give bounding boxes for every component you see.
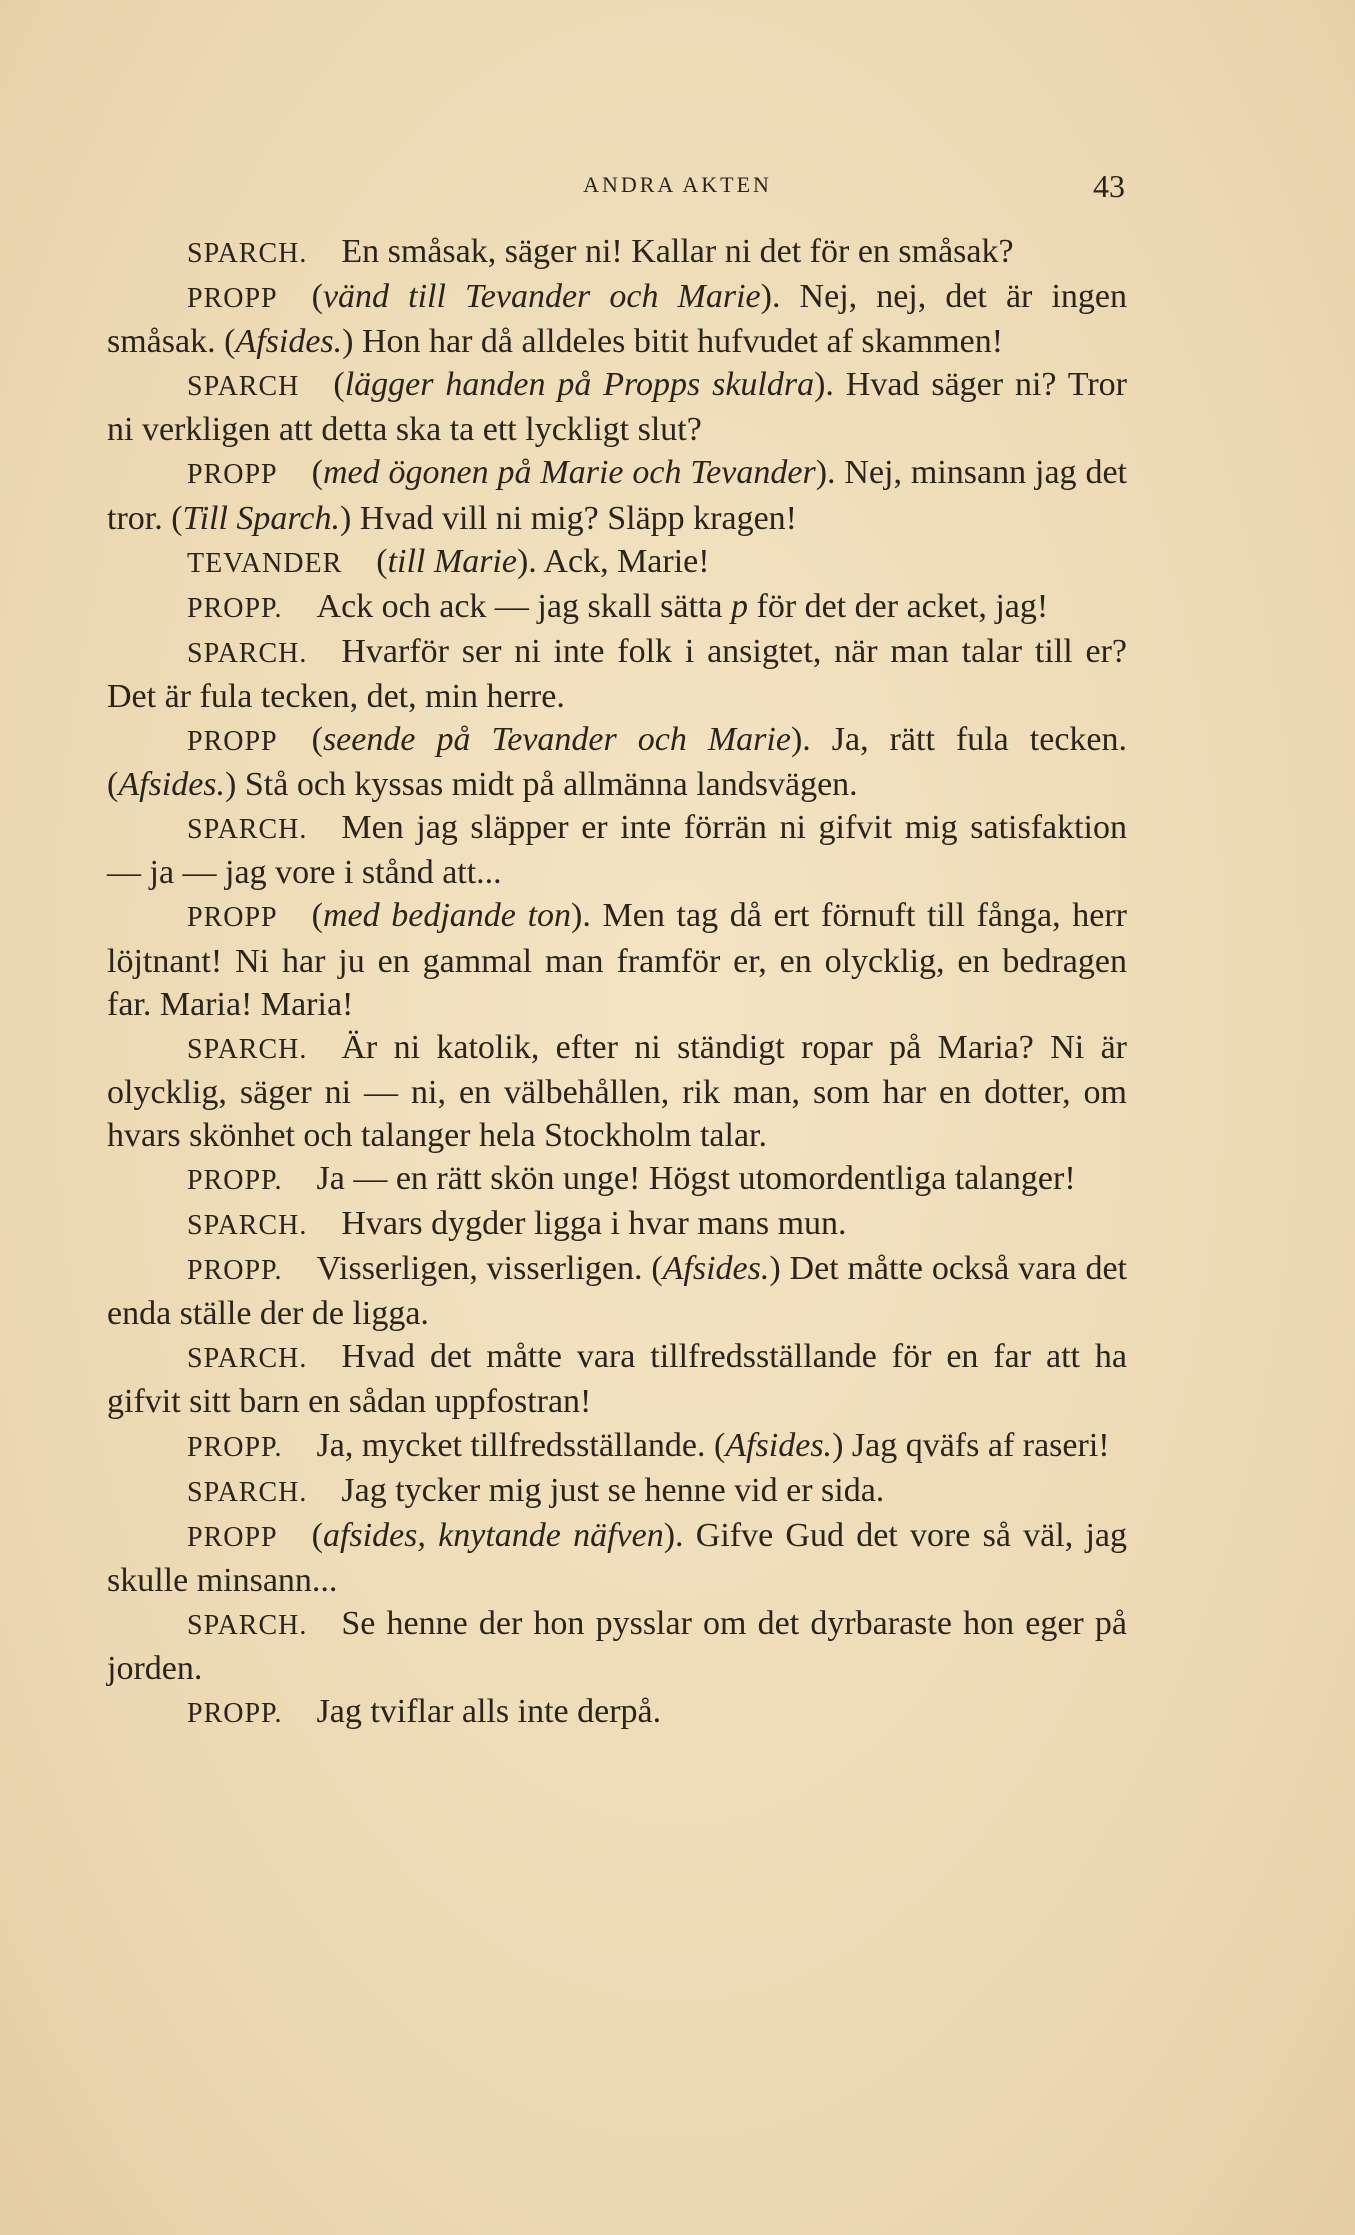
dialogue-text: Se henne der hon pysslar om det dyrbaraste hon eger på jorden. [107, 1604, 1127, 1687]
dialogue-text: ). Hvad säger ni? Tror ni verkligen att detta ska ta ett lyckligt slut? [107, 366, 1127, 449]
dialogue-text: Visserligen, visserligen. ( [316, 1250, 663, 1288]
speech-paragraph [107, 1026, 1127, 1157]
stage-direction: till Marie [387, 542, 517, 580]
dialogue-text: Ja — en rätt skön unge! Högst utomordentliga talanger! [316, 1159, 1076, 1197]
speech-paragraph [107, 1514, 1127, 1602]
stage-direction: vänd till Tevander och Marie [322, 278, 761, 316]
speaker-name: PROPP. [187, 1698, 283, 1730]
speaker-name: PROPP [187, 726, 278, 758]
dialogue-text: ( [311, 1516, 323, 1554]
dialogue-text: Ack och ack — jag skall sätta [316, 587, 731, 625]
dialogue-text: ) Hvad vill ni mig? Släpp kragen! [339, 499, 797, 537]
speech-paragraph [107, 806, 1127, 894]
speech-paragraph [107, 363, 1127, 451]
stage-direction: lägger handen på Propps skuldra [344, 366, 815, 404]
speech-paragraph [107, 1469, 1127, 1514]
dialogue-text: Hvars dygder ligga i hvar mans mun. [341, 1205, 847, 1243]
speech-paragraph [107, 1247, 1127, 1335]
stage-direction: afsides, knytande näfven [322, 1516, 664, 1554]
speaker-name: PROPP. [187, 592, 283, 624]
speaker-name: SPARCH. [187, 238, 308, 269]
speech-paragraph [107, 1335, 1127, 1423]
page-number: 43 [1093, 168, 1125, 204]
speech-paragraph [107, 1602, 1127, 1690]
page-header [0, 168, 1355, 208]
dialogue-text: ). Ja, rätt fula tecken. ( [107, 721, 1127, 804]
dialogue-text: ( [311, 721, 323, 759]
dialogue-text: ). Nej, minsann jag det tror. ( [107, 454, 1128, 537]
dialogue-text: Men jag släpper er inte förrän ni gifvit mig satisfaktion — ja — jag vore i stånd att... [107, 809, 1127, 892]
play-text [107, 230, 1127, 1735]
stage-direction: Till Sparch. [182, 499, 340, 537]
speech-paragraph [107, 540, 1127, 585]
speech-paragraph [107, 630, 1127, 718]
speaker-name: PROPP [187, 459, 278, 491]
dialogue-text: ( [376, 542, 388, 580]
dialogue-text: ) Jag qväfs af raseri! [832, 1426, 1110, 1464]
speech-paragraph [107, 1157, 1127, 1202]
speaker-name: SPARCH. [187, 1033, 308, 1065]
dialogue-text: ) Hon har då alldeles bitit hufvudet af skammen! [342, 323, 1004, 361]
speech-paragraph [107, 275, 1127, 363]
dialogue-text: för det der acket, jag! [748, 587, 1049, 625]
speaker-name: SPARCH [187, 371, 300, 403]
dialogue-text: ( [311, 454, 323, 492]
speech-paragraph [107, 1202, 1127, 1247]
dialogue-text: ). Gifve Gud det vore så väl, jag skulle minsann... [107, 1516, 1127, 1599]
stage-direction: p [731, 587, 748, 625]
speech-paragraph [107, 718, 1127, 806]
speaker-name: SPARCH. [187, 1343, 308, 1375]
speaker-name: PROPP. [187, 1255, 283, 1287]
dialogue-text: Jag tycker mig just se henne vid er sida. [341, 1471, 885, 1509]
stage-direction: Afsides. [725, 1426, 833, 1464]
speaker-name: SPARCH. [187, 1476, 308, 1508]
dialogue-text: En småsak, säger ni! Kallar ni det för en småsak? [341, 233, 1014, 270]
speech-paragraph [107, 585, 1127, 630]
stage-direction: Afsides. [662, 1250, 770, 1288]
dialogue-text: Hvarför ser ni inte folk i ansigtet, när man talar till er? Det är fula tecken, det, min herre. [107, 632, 1127, 715]
stage-direction: seende på Tevander och Marie [322, 721, 791, 759]
dialogue-text: ( [311, 278, 323, 316]
speech-paragraph [107, 451, 1127, 539]
speech-paragraph [107, 1424, 1127, 1469]
dialogue-text: ( [311, 897, 323, 935]
speaker-name: PROPP. [187, 1164, 283, 1196]
dialogue-text: ( [333, 366, 345, 404]
speech-paragraph [107, 894, 1127, 1025]
stage-direction: med ögonen på Marie och Tevander [322, 454, 816, 492]
running-head: ANDRA AKTEN [583, 172, 772, 197]
stage-direction: Afsides. [235, 323, 343, 361]
speaker-name: TEVANDER [187, 547, 343, 579]
dialogue-text: ). Men tag då ert förnuft till fånga, herr löjtnant! Ni har ju en gammal man framför er, en olycklig, en bedragen far. Maria! Maria! [107, 897, 1128, 1023]
speaker-name: SPARCH. [187, 814, 308, 846]
speaker-name: PROPP. [187, 1431, 283, 1463]
dialogue-text: ) Stå och kyssas midt på allmänna landsvägen. [225, 766, 858, 804]
dialogue-text: ) Det måtte också vara det enda ställe der de ligga. [107, 1250, 1127, 1333]
speaker-name: SPARCH. [187, 1609, 308, 1641]
speaker-name: PROPP [187, 902, 278, 934]
speech-paragraph [107, 1690, 1127, 1735]
speaker-name: PROPP [187, 283, 278, 315]
speaker-name: PROPP [187, 1521, 278, 1553]
stage-direction: med bedjande ton [322, 897, 572, 935]
dialogue-text: ). Nej, nej, det är ingen småsak. ( [107, 278, 1127, 361]
dialogue-text: Hvad det måtte vara tillfredsställande för en far att ha gifvit sitt barn en sådan uppfostran! [107, 1338, 1127, 1421]
speaker-name: SPARCH. [187, 637, 308, 669]
dialogue-text: Ja, mycket tillfredsställande. ( [316, 1426, 726, 1464]
dialogue-text: ). Ack, Marie! [516, 542, 710, 580]
speech-paragraph [107, 230, 1127, 275]
stage-direction: Afsides. [118, 766, 226, 804]
speaker-name: SPARCH. [187, 1210, 308, 1242]
dialogue-text: Jag tviflar alls inte derpå. [316, 1693, 662, 1731]
dialogue-text: Är ni katolik, efter ni ständigt ropar på Maria? Ni är olycklig, säger ni — ni, en välbehållen, rik man, som har en dotter, om hvars skönhet och talanger hela Stockholm talar. [107, 1028, 1127, 1154]
